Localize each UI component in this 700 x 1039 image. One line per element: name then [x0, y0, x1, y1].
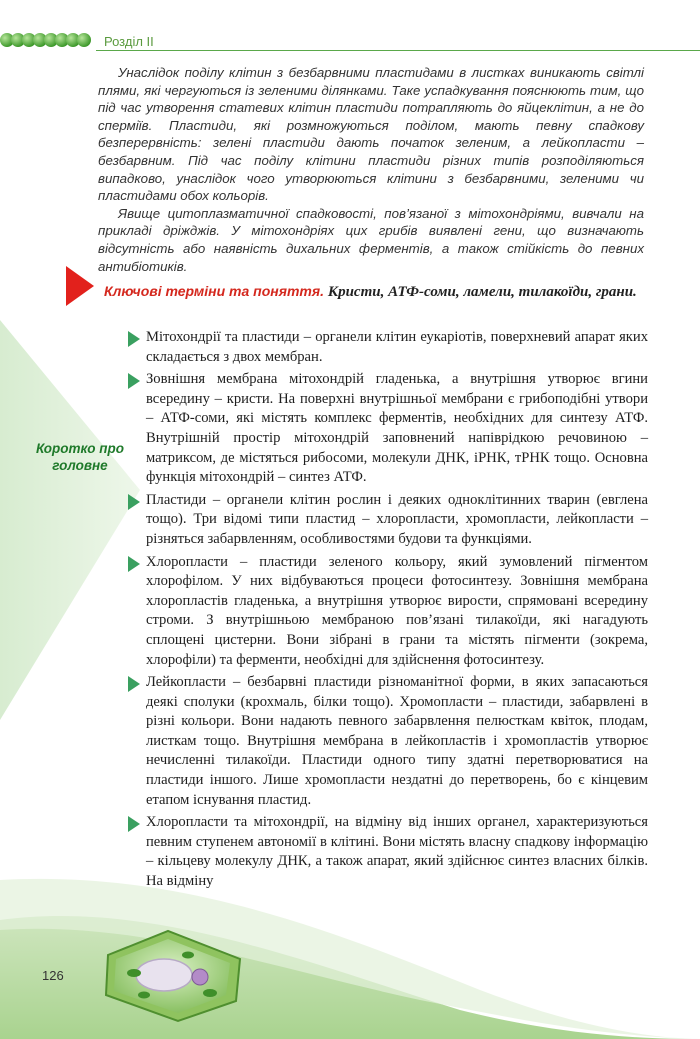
triangle-bullet-icon — [128, 494, 140, 510]
red-arrow-icon — [66, 266, 94, 306]
summary-item — [124, 370, 648, 488]
triangle-bullet-icon — [128, 331, 140, 347]
header-rule — [96, 50, 700, 51]
summary-list — [124, 328, 648, 895]
summary-side-label: Коротко про головне — [35, 441, 125, 473]
intro-text — [98, 64, 644, 275]
summary-item — [124, 328, 648, 367]
summary-item — [124, 553, 648, 671]
triangle-bullet-icon — [128, 556, 140, 572]
summary-item-text: Зовнішня мембрана мітохондрій гладенька, а внутрішня утворює вгини всередину – кристи. На поверхні внутрішньої мембрани є грибоподібні утвори – АТФ-соми, які містять комплекс ферментів, необхідних для синтезу АТФ. Внутрішній простір мітохондрій заповнений напіврідкою речовиною – матриксом, де містяться рибосоми, молекули ДНК, іРНК, тРНК тощо. Основна функція мітохондрій – синтез АТФ. — [146, 371, 648, 486]
triangle-bullet-icon — [128, 676, 140, 692]
summary-item — [124, 491, 648, 550]
page-number: 126 — [42, 968, 64, 983]
summary-item — [124, 673, 648, 810]
key-terms-list: Кристи, АТФ-соми, ламели, тилакоїди, грани. — [327, 284, 637, 300]
summary-item-text: Хлоропласти – пластиди зеленого кольору, який зумовлений пігментом хлорофілом. У них відбуваються процеси фотосинтезу. Зовнішня мембрана хлоропластів гладенька, а внутрішня утворює вирости, спрямовані всередину строми. З внутрішньою мембраною пов’язані тилакоїди, які нагадують сплощені цистерни. Вони зібрані в грани та містять пігменти (зокрема, хлорофіли) та ферменти, необхідні для здійснення фотосинтезу. — [146, 553, 648, 668]
summary-item-text: Лейкопласти – безбарвні пластиди різноманітної форми, в яких запасаються деякі сполуки (крохмаль, білки тощо). Хромопласти – пластиди, забарвлені в різні кольори. Вони надають певного забарвлення пелюсткам квіток, плодам, листкам тощо. Внутрішня мембрана в лейкопластів і хромопластів утворює нечисленні тилакоїди. Пластиди одного типу здатні перетворюватися на пластиди іншого. Лише хромопласти нездатні до перетворень, бо є кінцевим етапом існування пластид. — [146, 674, 648, 808]
triangle-bullet-icon — [128, 373, 140, 389]
summary-item — [124, 813, 648, 891]
plant-cell-illustration — [98, 925, 248, 1023]
side-band-decoration — [0, 320, 140, 720]
intro-paragraph: Явище цитоплазматичної спадковості, пов’язаної з мітохондріями, вивчали на прикладі дріжджів. У мітохондріях цих грибів виявлені гени, що визначають відсутність або наявність дихальних ферментів, а також стійкість до певних антибіотиків. — [98, 205, 644, 274]
triangle-bullet-icon — [128, 816, 140, 832]
intro-paragraph: Унаслідок поділу клітин з безбарвними пластидами в листках виникають світлі плями, які чергуються із зеленими ділянками. Таке успадкування пояснюють тим, що під час утворення статевих клітин пластиди потрапляють до яйцеклітин, а не до сперміїв. Пластиди, які розмножуються поділом, мають певну спадкову безперервність: зелені пластиди дають початок зеленим, а лейкопласти – безбарвним. Під час поділу клітини пластиди різних типів розподіляються випадково, унаслідок чого утворюються клітини з безбарвними, зеленими чи пластидами обох кольорів. — [98, 65, 644, 204]
summary-item-text: Пластиди – органели клітин рослин і деяких одноклітинних тварин (евглена тощо). Три відомі типи пластид – хлоропласти, хромопласти, лейкопласти – різняться забарвленням, особливостями будови та функціями. — [146, 491, 648, 547]
summary-item-text: Мітохондрії та пластиди – органели клітин еукаріотів, поверхневий апарат яких складається з двох мембран. — [146, 329, 648, 365]
key-terms-title: Ключові терміни та поняття. — [104, 283, 325, 299]
key-terms — [104, 282, 648, 302]
summary-item-text: Хлоропласти та мітохондрії, на відміну від інших органел, характеризуються певним ступенем автономії в клітині. Вони містять власну спадкову інформацію – кільцеву молекулу ДНК, а також апарат, який здійснює синтез власних білків. На відміну — [146, 814, 648, 890]
section-label: Розділ II — [104, 34, 154, 49]
bead-chain-decoration — [0, 30, 96, 50]
